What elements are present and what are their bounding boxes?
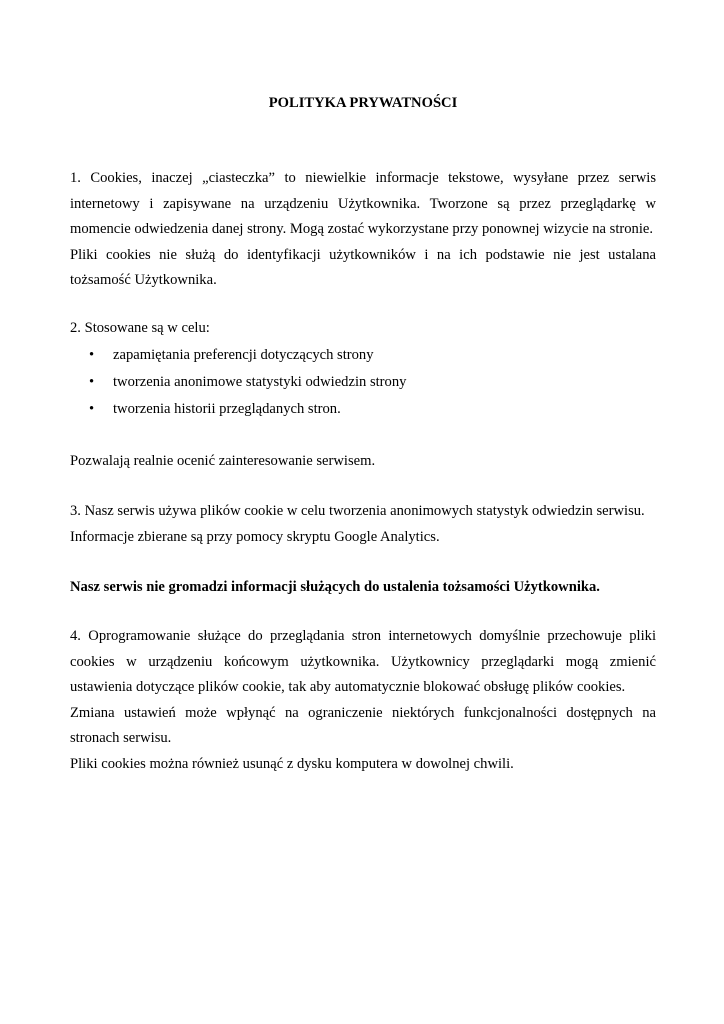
- section-1-paragraph: [70, 166, 656, 294]
- section-1-line: 1. Cookies, inaczej „ciasteczka” to niewielkie informacje tekstowe, wysyłane przez serwis: [70, 170, 656, 186]
- bullet-icon: •: [89, 374, 95, 390]
- section-4-line: stronach serwisu.: [70, 730, 172, 746]
- list-item-text: tworzenia historii przeglądanych stron.: [113, 401, 341, 417]
- section-2-outro: Pozwalają realnie ocenić zainteresowanie serwisem.: [70, 453, 376, 469]
- privacy-notice: Nasz serwis nie gromadzi informacji służących do ustalenia tożsamości Użytkownika.: [70, 579, 600, 595]
- list-item-text: zapamiętania preferencji dotyczących strony: [113, 347, 374, 363]
- list-item: [70, 396, 656, 423]
- section-4-paragraph: [70, 624, 656, 777]
- section-1-line: momencie odwiedzenia danej strony. Mogą zostać wykorzystane przy ponownej wizycie na stronie.: [70, 221, 654, 237]
- bullet-icon: •: [89, 401, 95, 417]
- list-item: [70, 342, 656, 369]
- section-3-line: Informacje zbierane są przy pomocy skryptu Google Analytics.: [70, 528, 440, 545]
- document-page: [70, 0, 656, 1024]
- section-4-line: Zmiana ustawień może wpłynąć na ograniczenie niektórych funkcjonalności dostępnych na: [70, 704, 656, 721]
- section-4-line: ustawienia dotyczące plików cookie, tak aby automatycznie blokować obsługę plików cookies.: [70, 679, 626, 695]
- list-item: [70, 369, 656, 396]
- section-1-line: internetowy i zapisywane na urządzeniu Użytkownika. Tworzone są przez przeglądarkę w: [70, 195, 656, 212]
- section-1-line: Pliki cookies nie służą do identyfikacji użytkowników i na ich podstawie nie jest ustalana: [70, 246, 656, 263]
- section-3-line: 3. Nasz serwis używa plików cookie w celu tworzenia anonimowych statystyk odwiedzin serwisu.: [70, 503, 645, 519]
- section-4-line: Pliki cookies można również usunąć z dysku komputera w dowolnej chwili.: [70, 755, 514, 772]
- section-2-intro: 2. Stosowane są w celu:: [70, 320, 210, 336]
- document-title: POLITYKA PRYWATNOŚCI: [268, 95, 458, 111]
- bullet-icon: •: [89, 347, 95, 363]
- section-3-paragraph: [70, 499, 656, 550]
- section-1-line: tożsamość Użytkownika.: [70, 272, 217, 288]
- section-4-line: cookies w urządzeniu końcowym użytkownika. Użytkownicy przeglądarki mogą zmienić: [70, 653, 656, 670]
- section-4-line: 4. Oprogramowanie służące do przeglądania stron internetowych domyślnie przechowuje pliki: [70, 628, 656, 644]
- section-2-list: [70, 342, 656, 423]
- list-item-text: tworzenia anonimowe statystyki odwiedzin strony: [113, 374, 407, 390]
